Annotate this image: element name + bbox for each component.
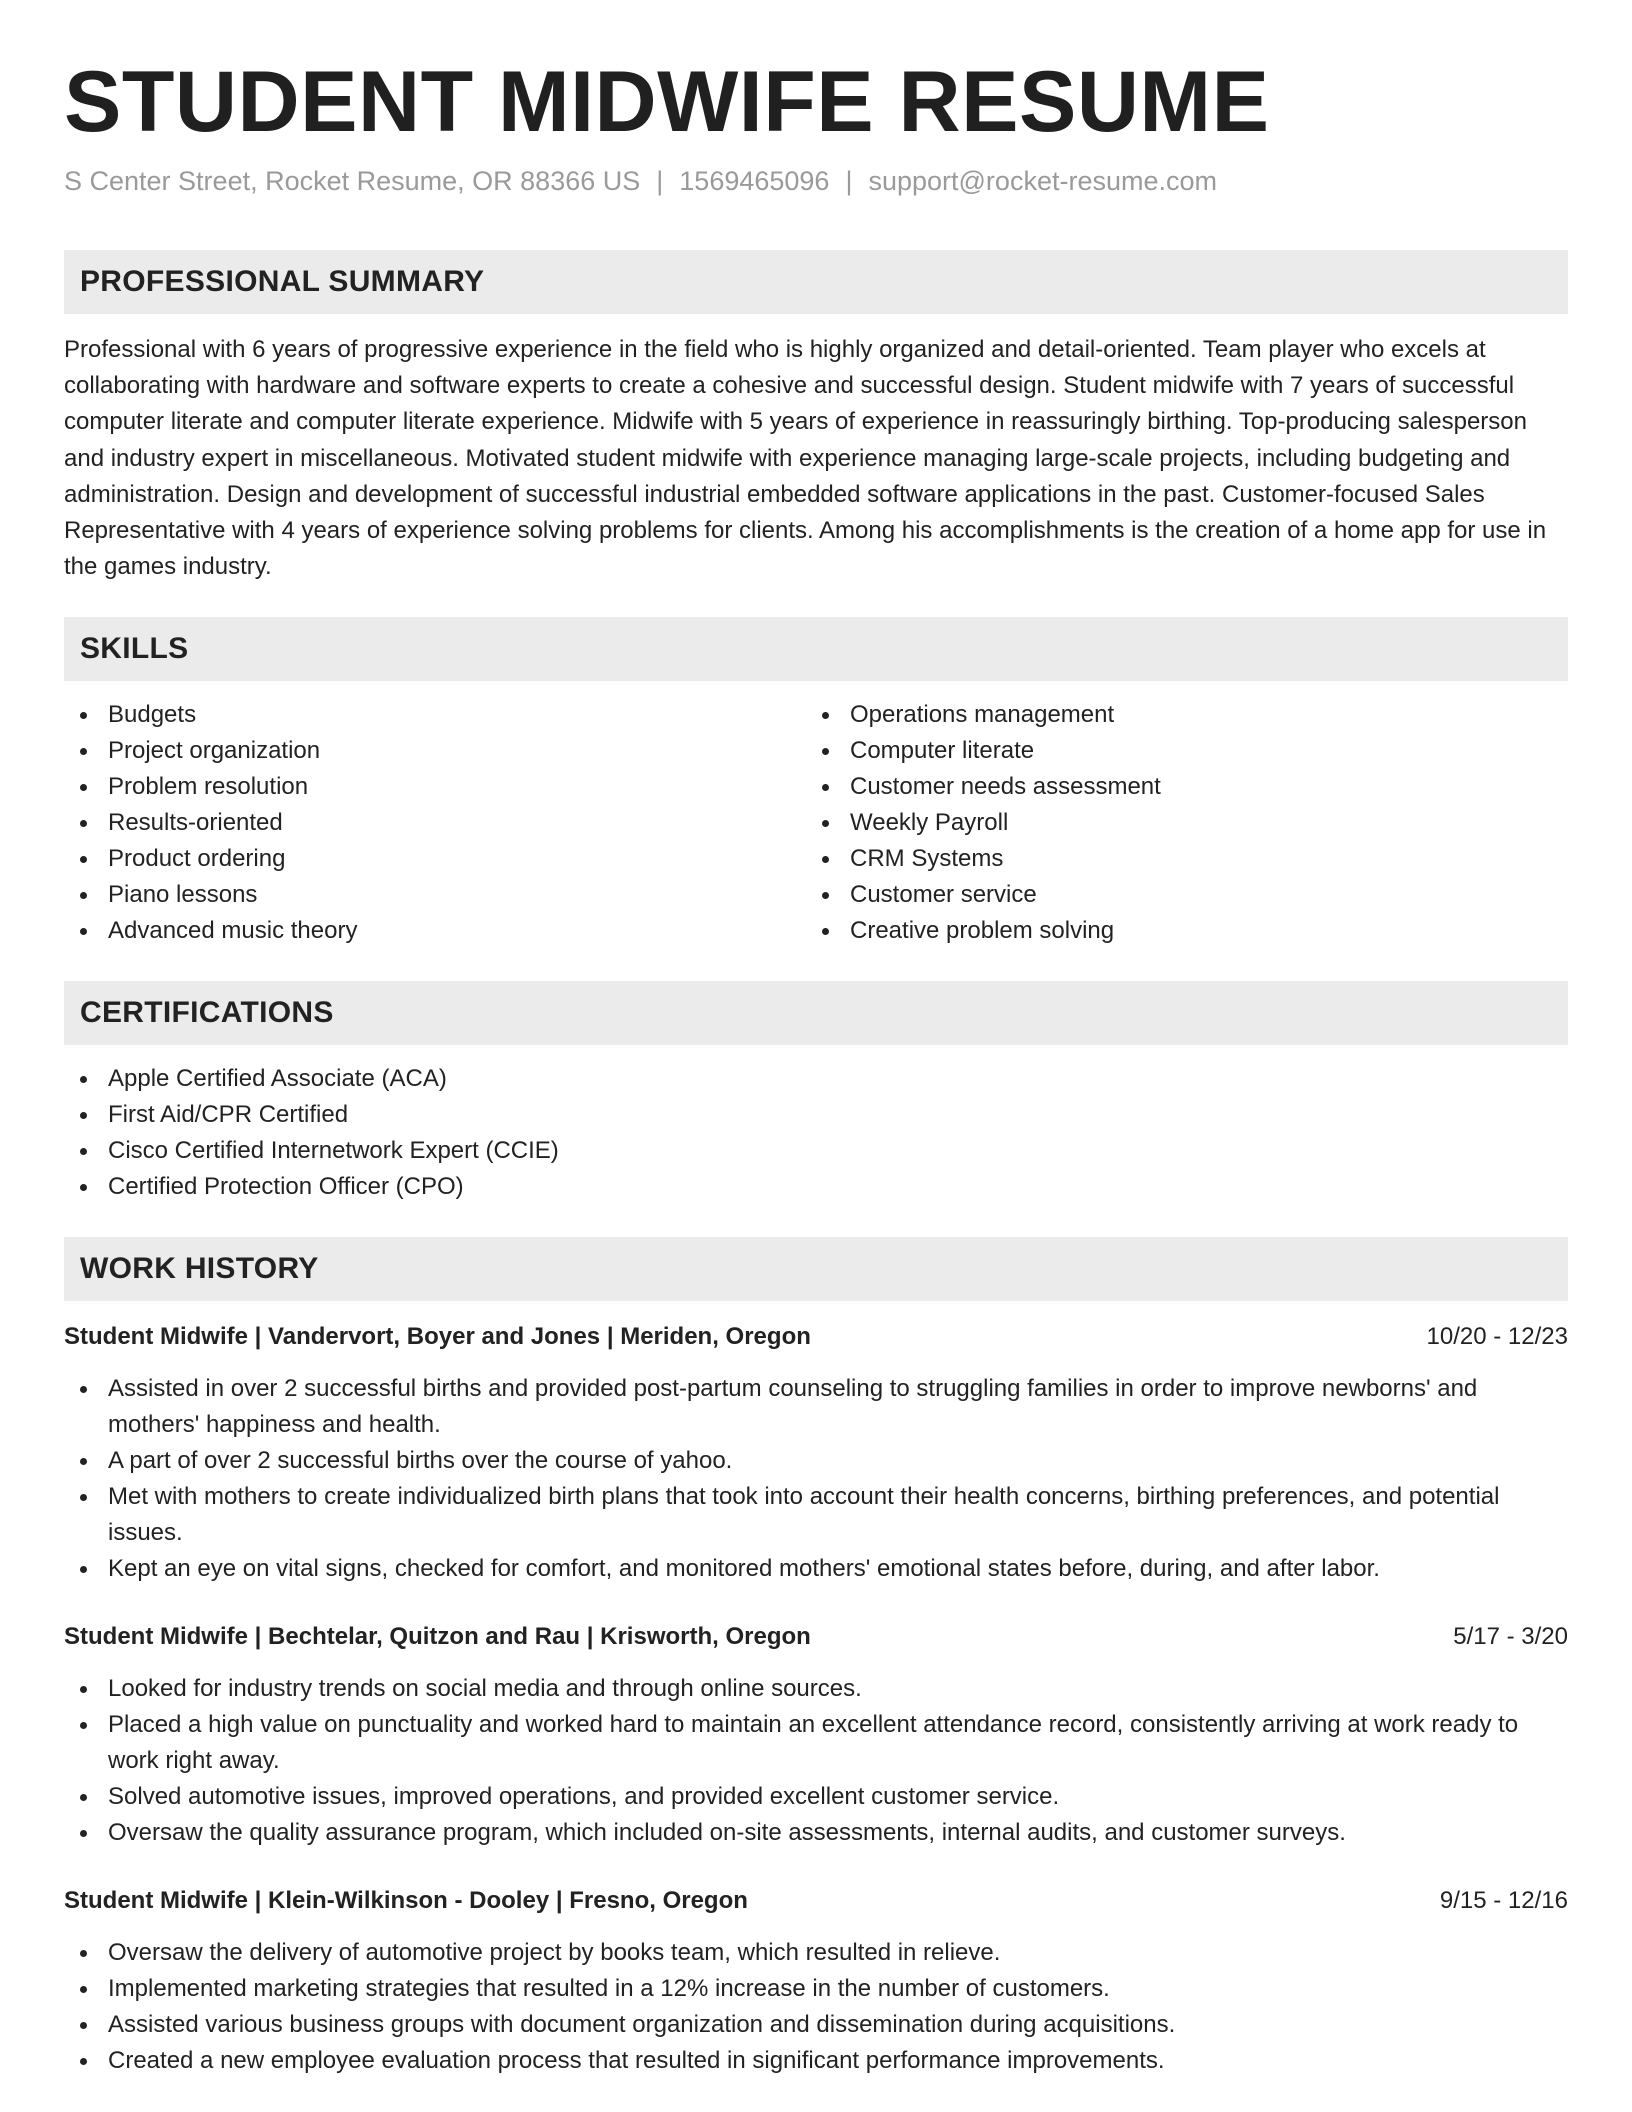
job-bullets	[64, 1671, 1568, 1851]
job-entry	[64, 1883, 1568, 2079]
certification-item: Cisco Certified Internetwork Expert (CCIE)	[64, 1133, 1568, 1169]
job-bullet: Assisted in over 2 successful births and provided post-partum counseling to struggling families in order to improve newborns' and mothers' happiness and health.	[64, 1371, 1568, 1443]
skill-item: Customer service	[806, 877, 1548, 913]
job-dates: 9/15 - 12/16	[1439, 1887, 1568, 1915]
contact-separator: |	[656, 166, 664, 196]
job-header	[64, 1883, 1568, 1919]
skills-grid	[64, 697, 1568, 949]
job-bullet: Placed a high value on punctuality and worked hard to maintain an excellent attendance record, consistently arriving at work ready to work right away.	[64, 1707, 1568, 1779]
contact-line	[64, 164, 1568, 198]
skill-item: CRM Systems	[806, 841, 1548, 877]
resume-title: STUDENT MIDWIFE RESUME	[64, 54, 1270, 150]
skills-column-left	[64, 697, 806, 949]
job-bullets	[64, 1935, 1568, 2079]
job-entry	[64, 1319, 1568, 1587]
skill-item: Product ordering	[64, 841, 806, 877]
skill-item: Budgets	[64, 697, 806, 733]
job-bullet: Oversaw the delivery of automotive project by books team, which resulted in relieve.	[64, 1935, 1568, 1971]
certification-item: Apple Certified Associate (ACA)	[64, 1061, 1568, 1097]
skill-item: Project organization	[64, 733, 806, 769]
skill-item: Operations management	[806, 697, 1548, 733]
job-bullet: Assisted various business groups with document organization and dissemination during acquisitions.	[64, 2007, 1568, 2043]
job-dates: 5/17 - 3/20	[1453, 1623, 1568, 1651]
job-bullet: Created a new employee evaluation process that resulted in significant performance improvements.	[64, 2043, 1568, 2079]
certification-item: First Aid/CPR Certified	[64, 1097, 1568, 1133]
skill-item: Advanced music theory	[64, 913, 806, 949]
job-title: Student Midwife | Klein-Wilkinson - Dooley | Fresno, Oregon	[64, 1887, 748, 1915]
job-bullet: Oversaw the quality assurance program, which included on-site assessments, internal audits, and customer surveys.	[64, 1815, 1568, 1851]
skill-item: Results-oriented	[64, 805, 806, 841]
section-heading-certifications: CERTIFICATIONS	[64, 981, 1568, 1045]
job-header	[64, 1619, 1568, 1655]
job-bullets	[64, 1371, 1568, 1587]
job-title: Student Midwife | Vandervort, Boyer and Jones | Meriden, Oregon	[64, 1323, 811, 1351]
contact-email: support@rocket-resume.com	[868, 166, 1217, 196]
summary-text: Professional with 6 years of progressive experience in the field who is highly organized and detail-oriented. Team player who excels at collaborating with hardware and software experts to create a cohesive and successful design. Student midwife with 7 years of successful computer literate and computer literate experience. Midwife with 5 years of experience in reassuringly birthing. Top-producing salesperson and industry expert in miscellaneous. Motivated student midwife with experience managing large-scale projects, including budgeting and administration. Design and development of successful industrial embedded software applications in the past. Customer-focused Sales Representative with 4 years of experience solving problems for clients. Among his accomplishments is the creation of a home app for use in the games industry.	[64, 336, 1547, 581]
section-heading-summary: PROFESSIONAL SUMMARY	[64, 250, 1568, 314]
section-heading-skills: SKILLS	[64, 617, 1568, 681]
skill-item: Piano lessons	[64, 877, 806, 913]
job-bullet: Solved automotive issues, improved operations, and provided excellent customer service.	[64, 1779, 1568, 1815]
job-bullet: Met with mothers to create individualized birth plans that took into account their health concerns, birthing preferences, and potential issues.	[64, 1479, 1568, 1551]
job-bullet: Looked for industry trends on social media and through online sources.	[64, 1671, 1568, 1707]
job-entry	[64, 1619, 1568, 1851]
skill-item: Weekly Payroll	[806, 805, 1548, 841]
skill-item: Customer needs assessment	[806, 769, 1548, 805]
section-heading-work-history: WORK HISTORY	[64, 1237, 1568, 1301]
job-bullet: Kept an eye on vital signs, checked for comfort, and monitored mothers' emotional states before, during, and after labor.	[64, 1551, 1568, 1587]
certification-item: Certified Protection Officer (CPO)	[64, 1169, 1568, 1205]
contact-phone: 1569465096	[679, 166, 830, 196]
skills-column-right	[806, 697, 1548, 949]
job-header	[64, 1319, 1568, 1355]
skill-item: Problem resolution	[64, 769, 806, 805]
contact-address: S Center Street, Rocket Resume, OR 88366 US	[64, 166, 641, 196]
job-title: Student Midwife | Bechtelar, Quitzon and Rau | Krisworth, Oregon	[64, 1623, 811, 1651]
contact-separator: |	[845, 166, 853, 196]
job-bullet: Implemented marketing strategies that resulted in a 12% increase in the number of customers.	[64, 1971, 1568, 2007]
skill-item: Creative problem solving	[806, 913, 1548, 949]
skill-item: Computer literate	[806, 733, 1548, 769]
job-bullet: A part of over 2 successful births over the course of yahoo.	[64, 1443, 1568, 1479]
job-dates: 10/20 - 12/23	[1426, 1323, 1568, 1351]
certifications-list	[64, 1061, 1568, 1205]
